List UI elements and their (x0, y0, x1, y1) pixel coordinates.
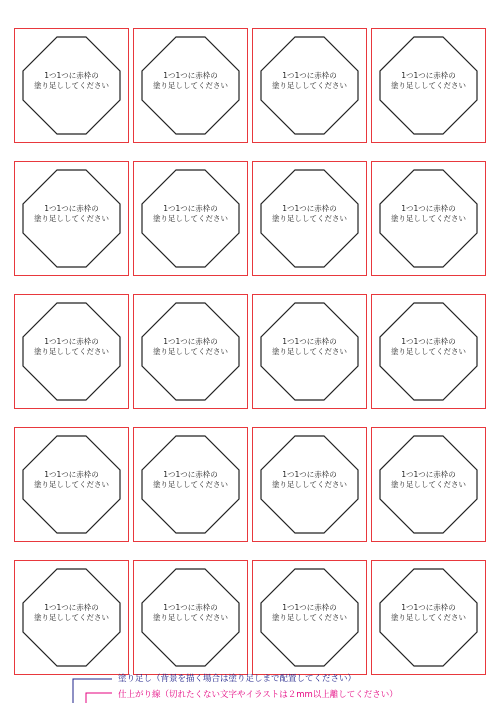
cell-instruction-line2: 塗り足ししてください (272, 81, 347, 90)
cell-instruction-line1: 1つ1つに赤枠の (401, 71, 456, 80)
cell-instruction-line1: 1つ1つに赤枠の (401, 603, 456, 612)
cell-instruction-line2: 塗り足ししてください (34, 480, 109, 489)
cell-instruction-line1: 1つ1つに赤枠の (163, 337, 218, 346)
cell-instruction-line1: 1つ1つに赤枠の (282, 204, 337, 213)
cell-instruction (15, 470, 128, 490)
bleed-legend-label: 塗り足し（背景を描く場合は塗り足しまで配置してください） (118, 674, 357, 684)
sticker-cell (371, 161, 486, 276)
cell-instruction (253, 603, 366, 623)
cell-instruction-line2: 塗り足ししてください (391, 480, 466, 489)
cell-instruction-line2: 塗り足ししてください (391, 347, 466, 356)
cell-instruction-line1: 1つ1つに赤枠の (282, 470, 337, 479)
cell-instruction-line1: 1つ1つに赤枠の (163, 71, 218, 80)
cell-instruction-line1: 1つ1つに赤枠の (401, 470, 456, 479)
cell-instruction-line1: 1つ1つに赤枠の (44, 470, 99, 479)
sticker-cell (14, 28, 129, 143)
cell-instruction (134, 603, 247, 623)
cell-instruction-line2: 塗り足ししてください (34, 347, 109, 356)
cell-instruction (372, 71, 485, 91)
cell-instruction-line1: 1つ1つに赤枠の (44, 337, 99, 346)
cell-instruction-line1: 1つ1つに赤枠の (401, 204, 456, 213)
sticker-cell (133, 28, 248, 143)
cell-instruction (372, 204, 485, 224)
cell-instruction (253, 71, 366, 91)
cell-instruction (372, 337, 485, 357)
cell-instruction-line2: 塗り足ししてください (272, 480, 347, 489)
sticker-cell (371, 28, 486, 143)
cell-instruction (253, 204, 366, 224)
sticker-cell (252, 560, 367, 675)
sticker-cell (371, 560, 486, 675)
cell-instruction (134, 470, 247, 490)
cell-instruction (134, 204, 247, 224)
cell-instruction-line1: 1つ1つに赤枠の (163, 603, 218, 612)
cell-instruction-line2: 塗り足ししてください (391, 214, 466, 223)
sticker-cell (371, 427, 486, 542)
cell-instruction (253, 337, 366, 357)
cell-instruction (134, 71, 247, 91)
bleed-legend-line (73, 679, 112, 703)
cell-instruction-line2: 塗り足ししてください (153, 347, 228, 356)
sticker-cell (252, 28, 367, 143)
cell-instruction-line1: 1つ1つに赤枠の (44, 204, 99, 213)
cell-instruction (15, 204, 128, 224)
sticker-cell (371, 294, 486, 409)
cell-instruction-line2: 塗り足ししてください (153, 214, 228, 223)
trim-legend-line (86, 693, 112, 703)
cell-instruction-line1: 1つ1つに赤枠の (44, 71, 99, 80)
cell-instruction-line2: 塗り足ししてください (272, 347, 347, 356)
cell-instruction-line2: 塗り足ししてください (34, 613, 109, 622)
sticker-cell (14, 294, 129, 409)
sticker-cell (14, 560, 129, 675)
sticker-cell (133, 294, 248, 409)
cell-instruction-line2: 塗り足ししてください (153, 613, 228, 622)
cell-instruction (372, 470, 485, 490)
cell-instruction-line2: 塗り足ししてください (391, 81, 466, 90)
cell-instruction-line2: 塗り足ししてください (391, 613, 466, 622)
cell-instruction (15, 71, 128, 91)
cell-instruction-line1: 1つ1つに赤枠の (401, 337, 456, 346)
sticker-cell (133, 427, 248, 542)
cell-instruction-line2: 塗り足ししてください (272, 613, 347, 622)
cell-instruction-line1: 1つ1つに赤枠の (282, 337, 337, 346)
cell-instruction-line2: 塗り足ししてください (34, 81, 109, 90)
sticker-cell (252, 427, 367, 542)
sticker-cell (252, 294, 367, 409)
cell-instruction-line2: 塗り足ししてください (153, 81, 228, 90)
cell-instruction (134, 337, 247, 357)
sticker-cell (14, 427, 129, 542)
cell-instruction-line2: 塗り足ししてください (153, 480, 228, 489)
sticker-cell (133, 161, 248, 276)
cell-instruction-line2: 塗り足ししてください (272, 214, 347, 223)
cell-instruction-line1: 1つ1つに赤枠の (163, 204, 218, 213)
cell-instruction (15, 337, 128, 357)
trim-legend-label: 仕上がり線（切れたくない文字やイラストは２mm以上離してください） (118, 690, 398, 700)
cell-instruction-line1: 1つ1つに赤枠の (282, 71, 337, 80)
cell-instruction (253, 470, 366, 490)
cell-instruction-line2: 塗り足ししてください (34, 214, 109, 223)
cell-instruction-line1: 1つ1つに赤枠の (282, 603, 337, 612)
cell-instruction-line1: 1つ1つに赤枠の (44, 603, 99, 612)
cell-instruction (372, 603, 485, 623)
cell-instruction (15, 603, 128, 623)
sticker-cell (252, 161, 367, 276)
sticker-cell (14, 161, 129, 276)
sticker-cell (133, 560, 248, 675)
cell-instruction-line1: 1つ1つに赤枠の (163, 470, 218, 479)
